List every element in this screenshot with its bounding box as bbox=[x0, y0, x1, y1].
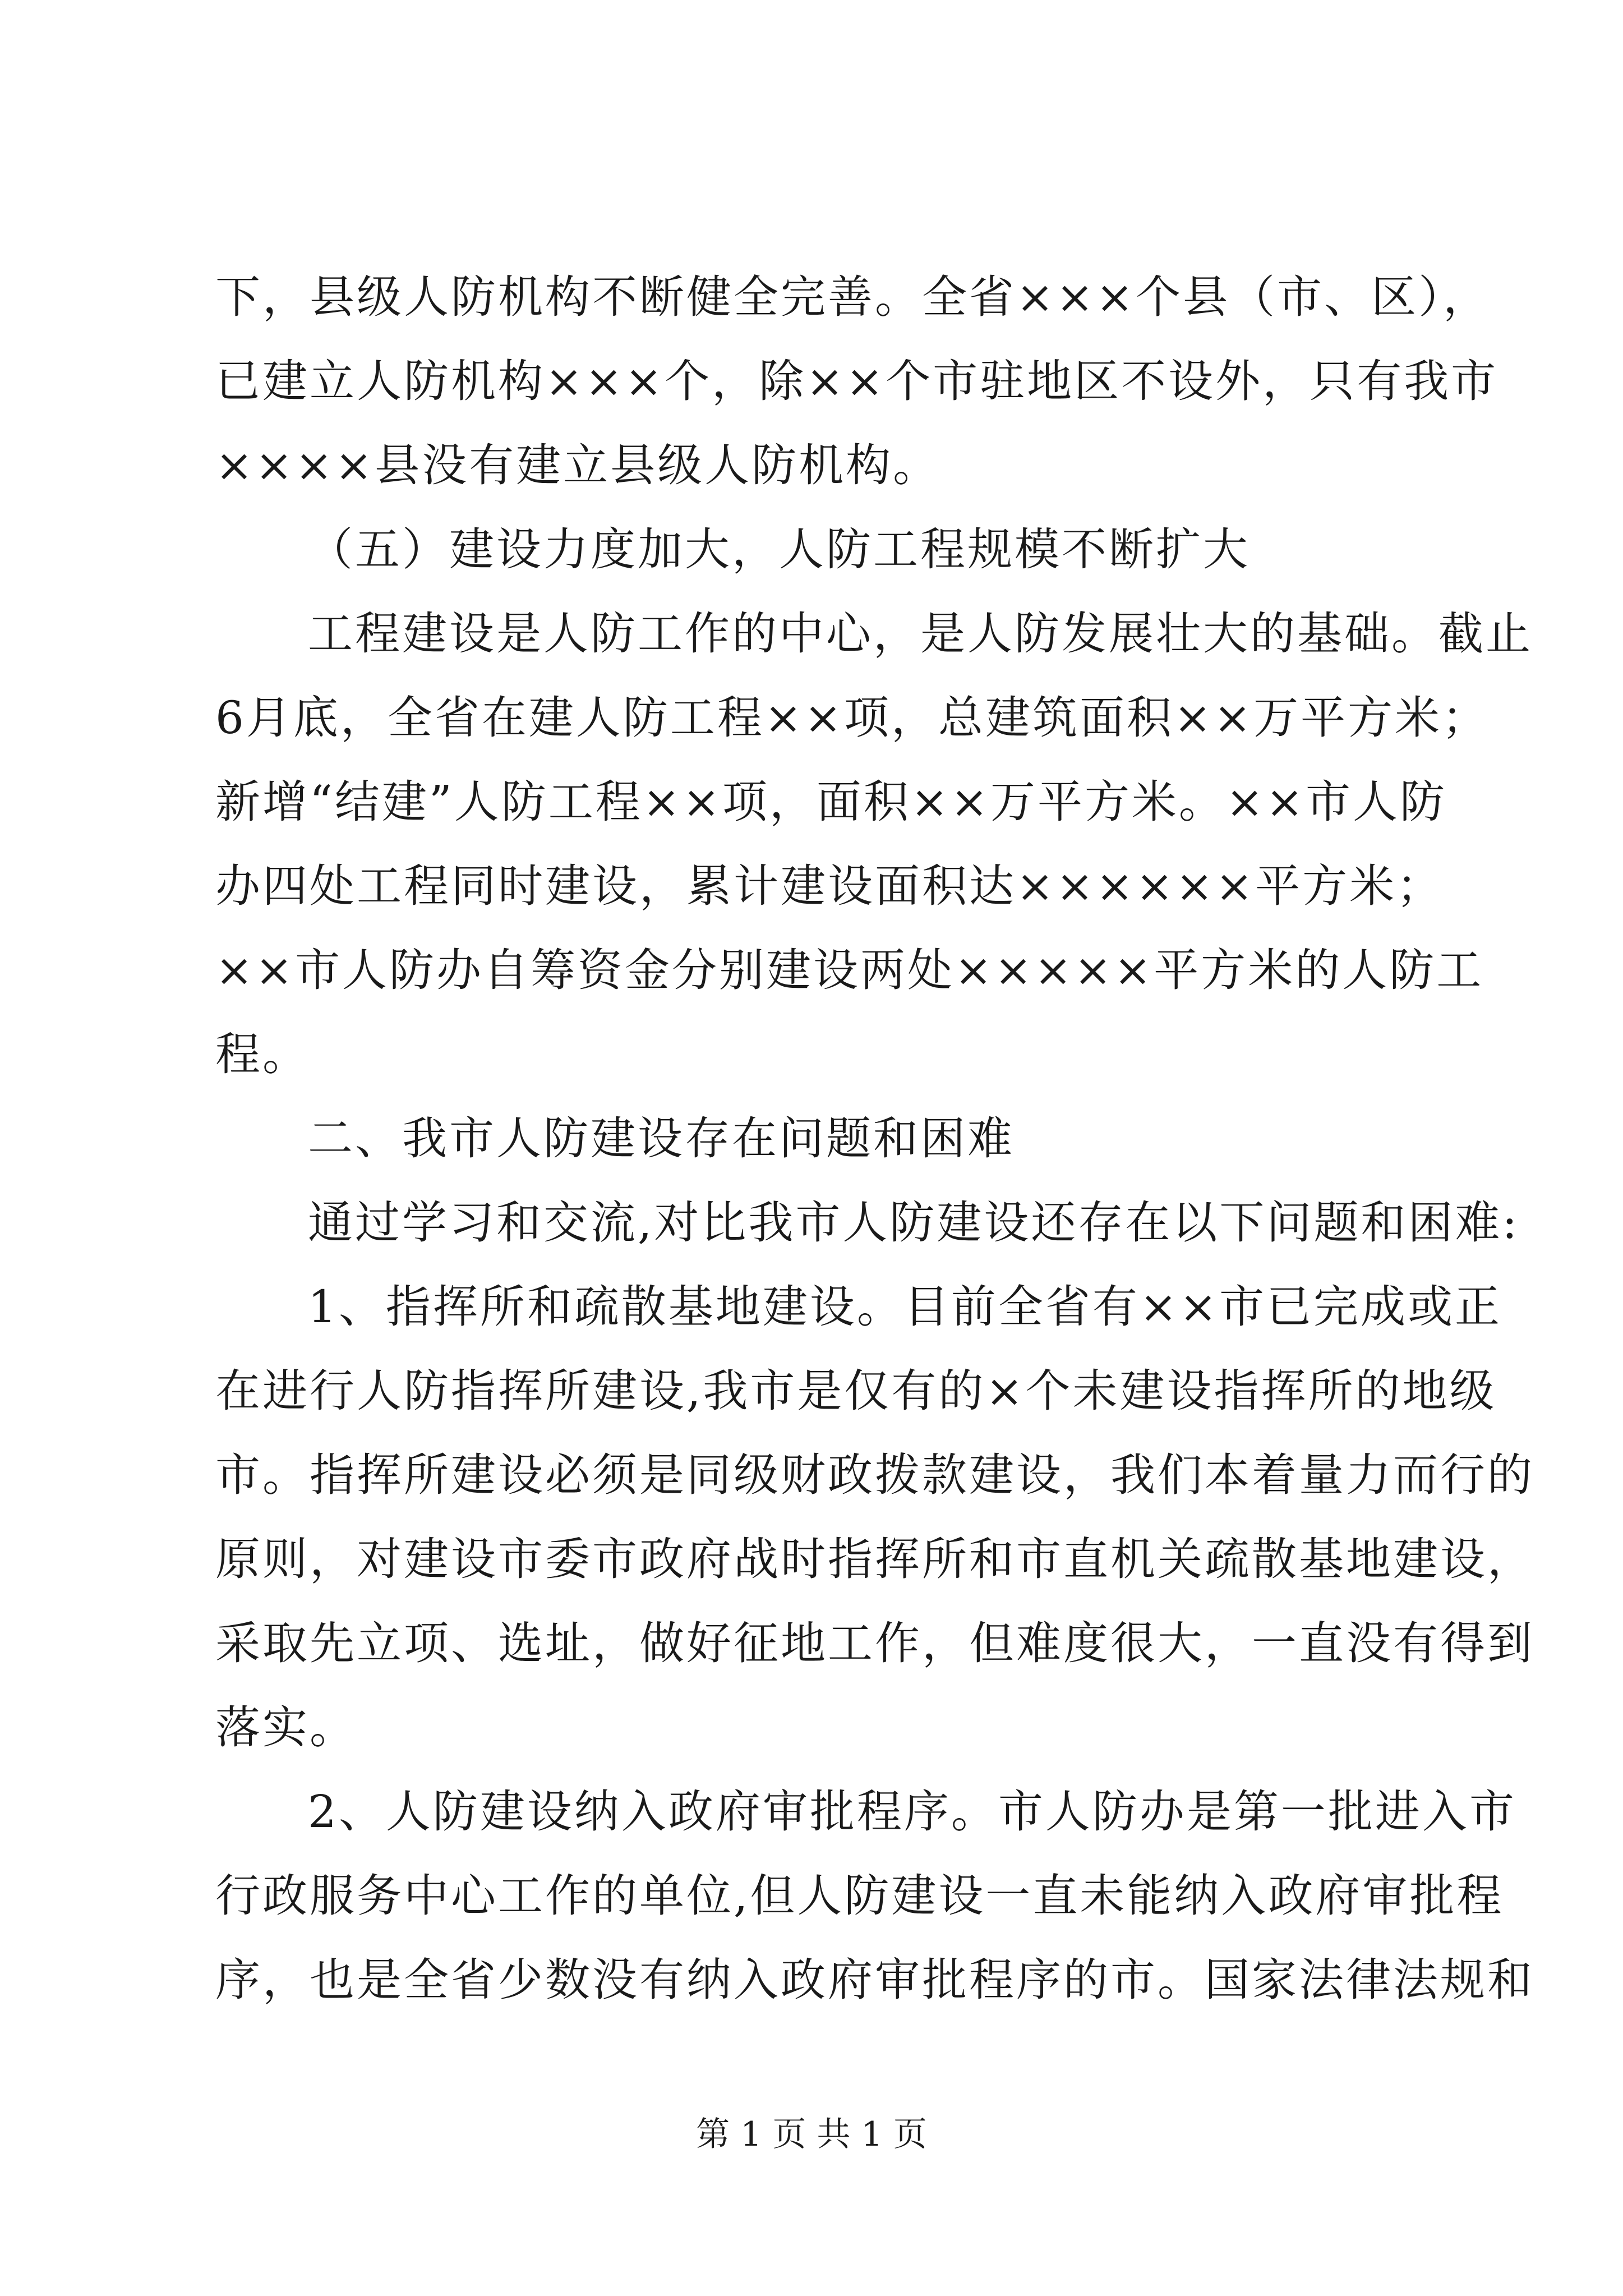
text-line: 原则，对建设市委市政府战时指挥所和市直机关疏散基地建设， bbox=[215, 1533, 1534, 1585]
text-line: 在进行人防指挥所建设,我市是仅有的×个未建设指挥所的地级 bbox=[215, 1365, 1497, 1417]
text-line: 已建立人防机构×××个，除××个市驻地区不设外，只有我市 bbox=[215, 355, 1498, 407]
text-line: 通过学习和交流,对比我市人防建设还存在以下问题和困难: bbox=[308, 1197, 1520, 1249]
text-line: 6月底，全省在建人防工程××项，总建筑面积××万平方米； bbox=[215, 692, 1490, 744]
text-line: 行政服务中心工作的单位,但人防建设一直未能纳入政府审批程 bbox=[215, 1870, 1504, 1922]
text-line: 1、指挥所和疏散基地建设。目前全省有××市已完成或正 bbox=[308, 1281, 1502, 1333]
text-line: 下，县级人防机构不断健全完善。全省×××个县（市、区）， bbox=[215, 271, 1491, 323]
text-line: 办四处工程同时建设，累计建设面积达××××××平方米； bbox=[215, 860, 1444, 912]
text-line: 落实。 bbox=[215, 1701, 357, 1754]
text-line: 二、我市人防建设存在问题和困难 bbox=[308, 1112, 1015, 1165]
page-footer: 第 1 页 共 1 页 bbox=[696, 2115, 927, 2154]
text-line: 市。指挥所建设必须是同级财政拨款建设，我们本着量力而行的 bbox=[215, 1449, 1534, 1501]
text-line: （五）建设力度加大，人防工程规模不断扩大 bbox=[308, 523, 1250, 576]
text-line: 2、人防建设纳入政府审批程序。市人防办是第一批进入市 bbox=[308, 1786, 1516, 1838]
text-line: 新增“结建”人防工程××项，面积××万平方米。××市人防 bbox=[215, 776, 1447, 828]
document-body bbox=[215, 255, 1534, 2022]
text-line: ××××县没有建立县级人防机构。 bbox=[215, 439, 940, 491]
text-line: 工程建设是人防工作的中心，是人防发展壮大的基础。截止 bbox=[308, 608, 1533, 660]
text-line: 序，也是全省少数没有纳入政府审批程序的市。国家法律法规和 bbox=[215, 1954, 1534, 2006]
text-line: 程。 bbox=[215, 1028, 310, 1080]
text-line: 采取先立项、选址，做好征地工作，但难度很大，一直没有得到 bbox=[215, 1617, 1534, 1669]
text-line: ××市人防办自筹资金分别建设两处×××××平方米的人防工 bbox=[215, 944, 1484, 996]
